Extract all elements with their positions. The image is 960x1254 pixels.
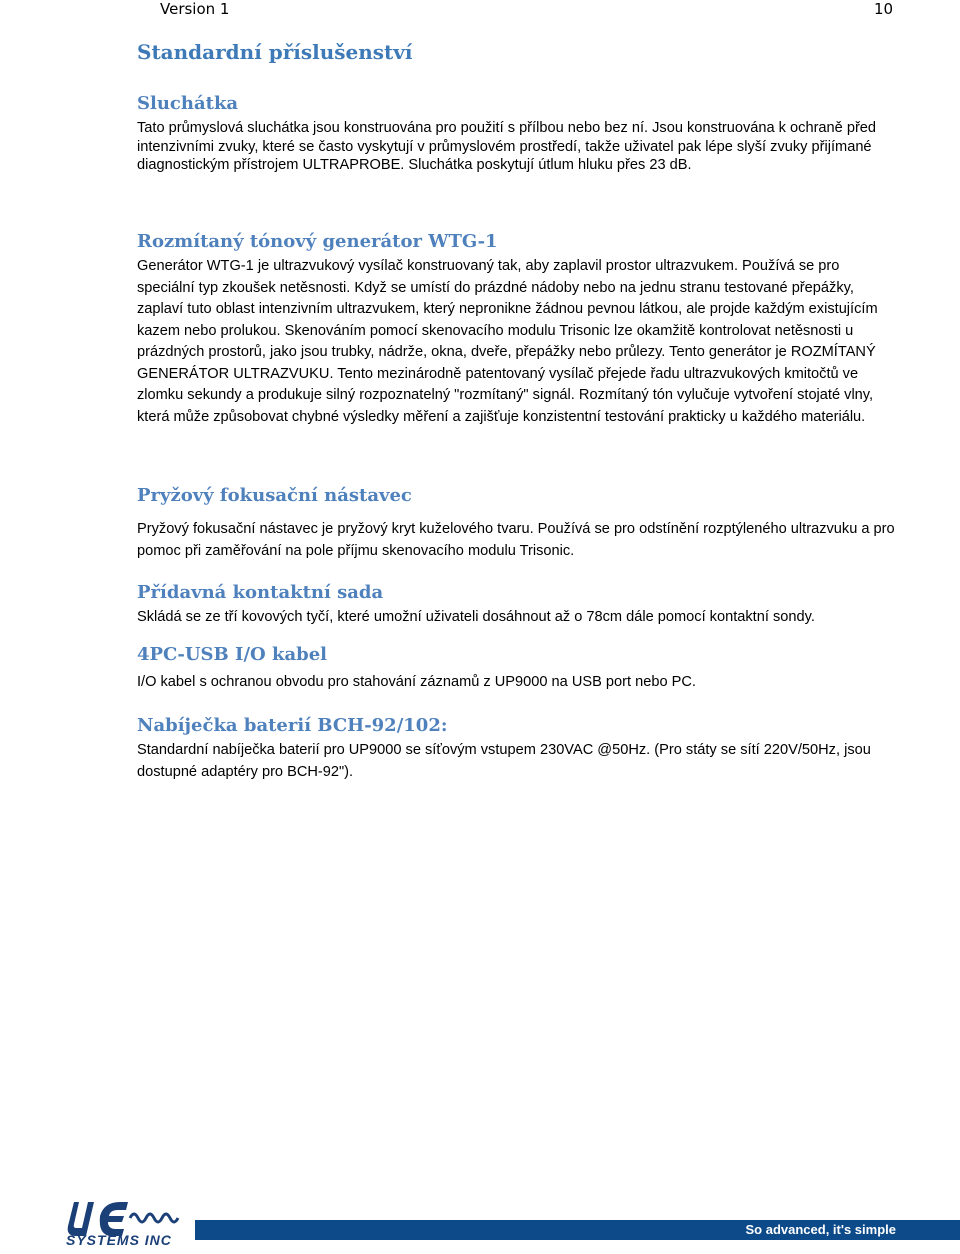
section-body-charger: Standardní nabíječka baterií pro UP9000 se síťovým vstupem 230VAC @50Hz. (Pro státy se sítí 220V/50Hz, jsou dostupné adaptéry pro BCH-92"). (137, 742, 871, 780)
footer (0, 1192, 960, 1254)
section-heading-focus-nozzle: Pryžový fokusační nástavec (137, 485, 412, 506)
section-heading-contact-kit: Přídavná kontaktní sada (137, 582, 384, 603)
section-body-wtg1: Generátor WTG-1 je ultrazvukový vysílač konstruovaný tak, aby zaplavil prostor ultrazvukem. Používá se pro speciální typ zkoušek netěsnosti. Když se umístí do prázdné nádoby nebo na jednu stranu testované přepážky, zaplaví tuto oblast intenzivním ultrazvukem, který nepronikne žádnou pevnou látkou, ale projde každým existujícím kazem nebo prolukou. Skenováním pomocí skenovacího modulu Trisonic lze okamžitě kontrolovat netěsnosti u prázdných prostorů, jako jsou trubky, nádrže, okna, dveře, přepážky nebo průlezy. Tento generátor je ROZMÍTANÝ GENERÁTOR ULTRAZVUKU. Tento mezinárodně patentovaný vysílač přejede řadu ultrazvukových kmitočtů ve zlomku sekundy a produkuje silný rozpoznatelný "rozmítaný" signál. Rozmítaný tón vylučuje vytvoření stojaté vlny, která může způsobovat chybné výsledky měření a zajišťuje konzistentní testování prakticky u každého materiálu. (137, 258, 878, 425)
section-heading-sluchatka: Sluchátka (137, 93, 239, 114)
header-version: Version 1 (160, 0, 230, 18)
section-heading-charger: Nabíječka baterií BCH-92/102: (137, 715, 448, 736)
section-body-sluchatka: Tato průmyslová sluchátka jsou konstruována pro použití s přílbou nebo bez ní. Jsou konstruována k ochraně před intenzivními zvuky, které se často vyskytují v průmyslovém prostředí, takže uživatel pak lépe slyší zvuky přijímané diagnostickým přístrojem ULTRAPROBE. Sluchátka poskytují útlum hluku přes 23 dB. (137, 120, 877, 173)
section-body-focus-nozzle: Pryžový fokusační nástavec je pryžový kryt kuželového tvaru. Používá se pro odstínění rozptýleného ultrazvuku a pro pomoc při zaměřování na pole příjmu skenovacího modulu Trisonic. (137, 521, 895, 559)
page-title: Standardní příslušenství (137, 40, 413, 64)
page-number: 10 (874, 0, 894, 18)
footer-slogan: So advanced, it's simple (745, 1222, 896, 1237)
section-heading-wtg1: Rozmítaný tónový generátor WTG-1 (137, 231, 498, 252)
section-heading-usb-cable: 4PC-USB I/O kabel (137, 644, 327, 665)
logo-text: SYSTEMS INC (66, 1232, 172, 1248)
section-body-usb-cable: I/O kabel s ochranou obvodu pro stahování záznamů z UP9000 na USB port nebo PC. (137, 674, 696, 690)
section-body-contact-kit: Skládá se ze tří kovových tyčí, které umožní uživateli dosáhnout až o 78cm dále pomocí kontaktní sondy. (137, 609, 815, 625)
